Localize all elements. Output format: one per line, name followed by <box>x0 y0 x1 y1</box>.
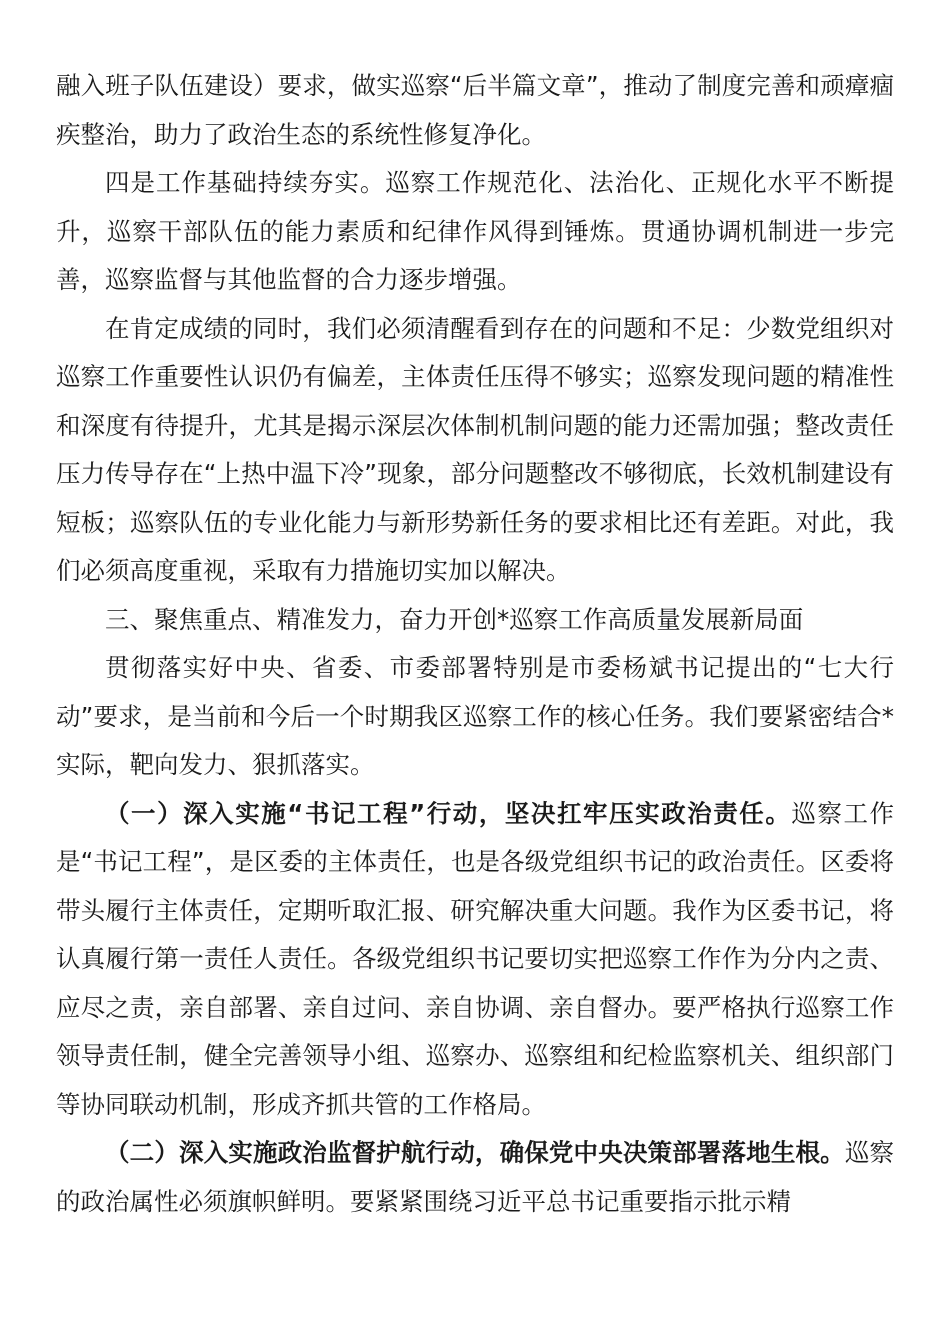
paragraph-work-foundation: 四是工作基础持续夯实。巡察工作规范化、法治化、正规化水平不断提升，巡察干部队伍的能力素质和纪律作风得到锤炼。贯通协调机制进一步完善，巡察监督与其他监督的合力逐步增强。 <box>56 168 894 294</box>
subheading-two: （二）深入实施政治监督护航行动，确保党中央决策部署落地生根。 <box>105 1138 845 1167</box>
subheading-one: （一）深入实施“书记工程”行动，坚决扛牢压实政治责任。 <box>105 798 792 828</box>
paragraph-problems: 在肯定成绩的同时，我们必须清醒看到存在的问题和不足：少数党组织对巡察工作重要性认识仍有偏差，主体责任压得不够实；巡察发现问题的精准性和深度有待提升，尤其是揭示深层次体制机制问题的能力还需加强；整改责任压力传导存在“上热中温下冷”现象，部分问题整改不够彻底，长效机制建设有短板；巡察队伍的专业化能力与新形势新任务的要求相比还有差距。对此，我们必须高度重视，采取有力措施切实加以解决。 <box>56 313 894 585</box>
document-page <box>56 62 894 1226</box>
paragraph-political-supervision-body: 巡察的政治属性必须旗帜鲜明。要紧紧围绕习近平总书记重要指示批示精 <box>56 1138 895 1216</box>
paragraph-secretary-project <box>56 790 894 1130</box>
paragraph-political-supervision <box>56 1129 894 1226</box>
paragraph-continuation: 融入班子队伍建设）要求，做实巡察“后半篇文章”，推动了制度完善和顽瘴痼疾整治，助力了政治生态的系统性修复净化。 <box>56 71 894 149</box>
paragraph-secretary-project-body: 巡察工作是“书记工程”，是区委的主体责任，也是各级党组织书记的政治责任。区委将带头履行主体责任，定期听取汇报、研究解决重大问题。我作为区委书记，将认真履行第一责任人责任。各级党组织书记要切实把巡察工作作为分内之责、应尽之责，亲自部署、亲自过问、亲自协调、亲自督办。要严格执行巡察工作领导责任制，健全完善领导小组、巡察办、巡察组和纪检监察机关、组织部门等协同联动机制，形成齐抓共管的工作格局。 <box>56 798 895 1119</box>
section-heading-three: 三、聚焦重点、精准发力，奋力开创*巡察工作高质量发展新局面 <box>105 604 804 634</box>
paragraph-core-task: 贯彻落实好中央、省委、市委部署特别是市委杨斌书记提出的“七大行动”要求，是当前和今后一个时期我区巡察工作的核心任务。我们要紧密结合*实际，靶向发力、狠抓落实。 <box>56 653 894 779</box>
